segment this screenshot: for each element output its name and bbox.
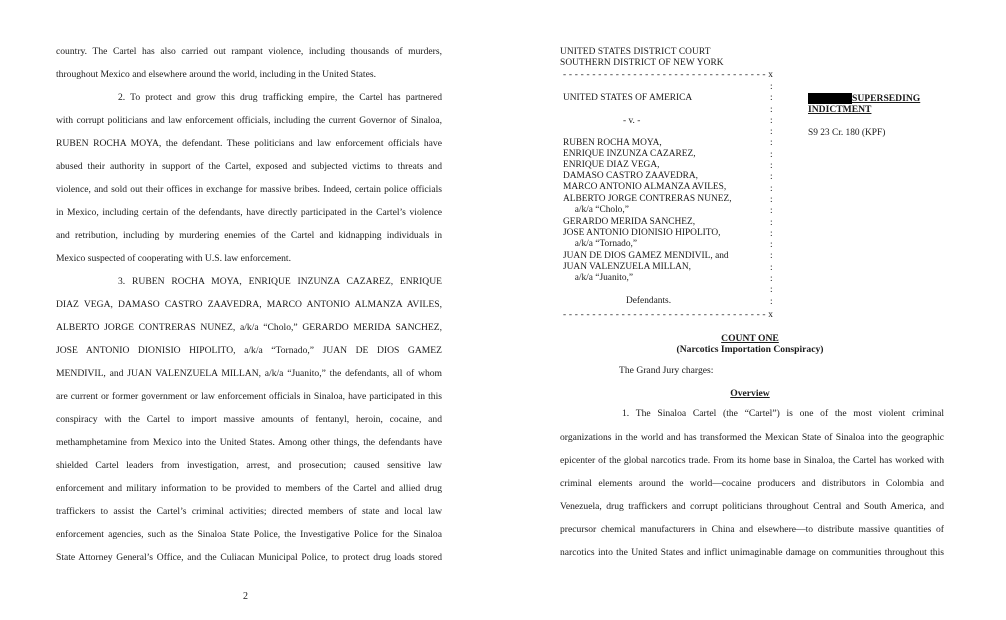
defendant-line: RUBEN ROCHA MOYA, (563, 138, 662, 148)
text-line: enforcement and military information to be provided to members of the Cartel and allied drug (56, 483, 442, 494)
page-number: 2 (243, 591, 248, 602)
text-line: enforcement agencies, such as the Sinaloa State Police, the Investigative Police for the Sinaloa (56, 529, 442, 540)
caption-top-divider: - - - - - - - - - - - - - - - - - - - - - - - - - - - - - - - - - - - x (563, 70, 774, 80)
text-line: 1. The Sinaloa Cartel (the “Cartel”) is one of the most violent criminal (622, 408, 944, 419)
text-line: State Attorney General’s Office, and the Culiacan Municipal Police, to protect drug loads stored (56, 552, 442, 563)
indictment-label: INDICTMENT (808, 104, 872, 115)
count-subtitle: (Narcotics Importation Conspiracy) (676, 344, 824, 355)
defendant-line: JUAN VALENZUELA MILLAN, (563, 262, 692, 272)
count-title: COUNT ONE (721, 333, 779, 344)
text-line: with corrupt politicians and law enforcement officials, including the current Governor of Sinaloa, (56, 115, 442, 126)
caption-bottom-divider: - - - - - - - - - - - - - - - - - - - - - - - - - - - - - - - - - - - x (563, 310, 774, 320)
text-line: RUBEN ROCHA MOYA, the defendant. These politicians and law enforcement officials have (56, 138, 442, 149)
text-line: conspiracy with the Cartel to import massive amounts of fentanyl, heroin, cocaine, and (56, 414, 442, 425)
defendant-line: JUAN DE DIOS GAMEZ MENDIVIL, and (563, 251, 729, 261)
text-line: traffickers to assist the Cartel’s criminal activities; directed members of state and local law (56, 506, 442, 517)
defendant-line: a/k/a “Juanito,” (563, 273, 634, 283)
text-line: 3. RUBEN ROCHA MOYA, ENRIQUE INZUNZA CAZAREZ, ENRIQUE (118, 276, 442, 287)
defendants-label: Defendants. (626, 296, 672, 306)
text-line: abused their authority in support of the Cartel, exposed and subjected victims to threats and (56, 161, 442, 172)
case-number: S9 23 Cr. 180 (KPF) (808, 128, 886, 138)
text-line: 2. To protect and grow this drug trafficking empire, the Cartel has partnered (118, 92, 442, 103)
text-line: precursor chemical manufacturers in China and elsewhere—to distribute massive quantities of (560, 524, 944, 535)
grand-jury-charges: The Grand Jury charges: (619, 365, 714, 376)
text-line: Venezuela, drug traffickers and corrupt politicians throughout Central and South America, and (560, 501, 944, 512)
text-line: methamphetamine from Mexico into the United States. Among other things, the defendants have (56, 437, 442, 448)
defendant-line: ENRIQUE DIAZ VEGA, (563, 160, 660, 170)
text-line: shielded Cartel leaders from investigation, arrest, and prosecution; caused sensitive law (56, 460, 442, 471)
text-line: DIAZ VEGA, DAMASO CASTRO ZAAVEDRA, MARCO ANTONIO ALMANZA AVILES, (56, 299, 442, 310)
court-district: SOUTHERN DISTRICT OF NEW YORK (560, 58, 724, 68)
defendant-line: a/k/a “Tornado,” (563, 239, 638, 249)
text-line: country. The Cartel has also carried out rampant violence, including thousands of murders, (56, 46, 442, 57)
plaintiff-name: UNITED STATES OF AMERICA (563, 93, 693, 103)
superseding-label: SUPERSEDING (852, 93, 921, 104)
text-line: organizations in the world and has transformed the Mexican State of Sinaloa into the geographic (560, 432, 944, 443)
overview-heading: Overview (730, 388, 770, 399)
defendant-line: MARCO ANTONIO ALMANZA AVILES, (563, 182, 727, 192)
defendant-line: GERARDO MERIDA SANCHEZ, (563, 217, 696, 227)
defendant-line: ALBERTO JORGE CONTRERAS NUNEZ, (563, 194, 732, 204)
text-line: and retribution, including by murdering enemies of the Cartel and kidnapping individuals in (56, 230, 442, 241)
text-line: Mexico suspected of cooperating with U.S. law enforcement. (56, 253, 291, 264)
versus-label: - v. - (623, 116, 641, 126)
defendant-line: a/k/a “Cholo,” (563, 205, 629, 215)
text-line: are current or former government or law enforcement officials in Sinaloa, have participated in this (56, 391, 442, 402)
court-name: UNITED STATES DISTRICT COURT (560, 47, 711, 57)
redaction-bar (808, 93, 852, 104)
text-line: in Mexico, including certain of the defendants, have directly participated in the Cartel’s violence (56, 207, 442, 218)
text-line: JOSE ANTONIO DIONISIO HIPOLITO, a/k/a “Tornado,” JUAN DE DIOS GAMEZ (56, 345, 442, 356)
text-line: criminal elements around the world—cocaine producers and distributors in Colombia and (560, 478, 944, 489)
text-line: MENDIVIL, and JUAN VALENZUELA MILLAN, a/k/a “Juanito,” the defendants, all of whom (56, 368, 442, 379)
defendant-line: DAMASO CASTRO ZAAVEDRA, (563, 171, 698, 181)
text-line: throughout Mexico and elsewhere around the world, including in the United States. (56, 69, 376, 80)
text-line: violence, and sold out their offices in exchange for massive bribes. Indeed, certain police officials (56, 184, 442, 195)
text-line: epicenter of the global narcotics trade. From its home base in Sinaloa, the Cartel has worked with (560, 455, 944, 466)
caption-colon-column: : : : : : : : : : : : : : : : : : : : : (770, 82, 773, 307)
defendant-line: JOSE ANTONIO DIONISIO HIPOLITO, (563, 228, 721, 238)
text-line: narcotics into the United States and inflict unimaginable damage on communities throughout this (560, 547, 944, 558)
defendant-line: ENRIQUE INZUNZA CAZAREZ, (563, 149, 696, 159)
text-line: ALBERTO JORGE CONTRERAS NUNEZ, a/k/a “Cholo,” GERARDO MERIDA SANCHEZ, (56, 322, 442, 333)
